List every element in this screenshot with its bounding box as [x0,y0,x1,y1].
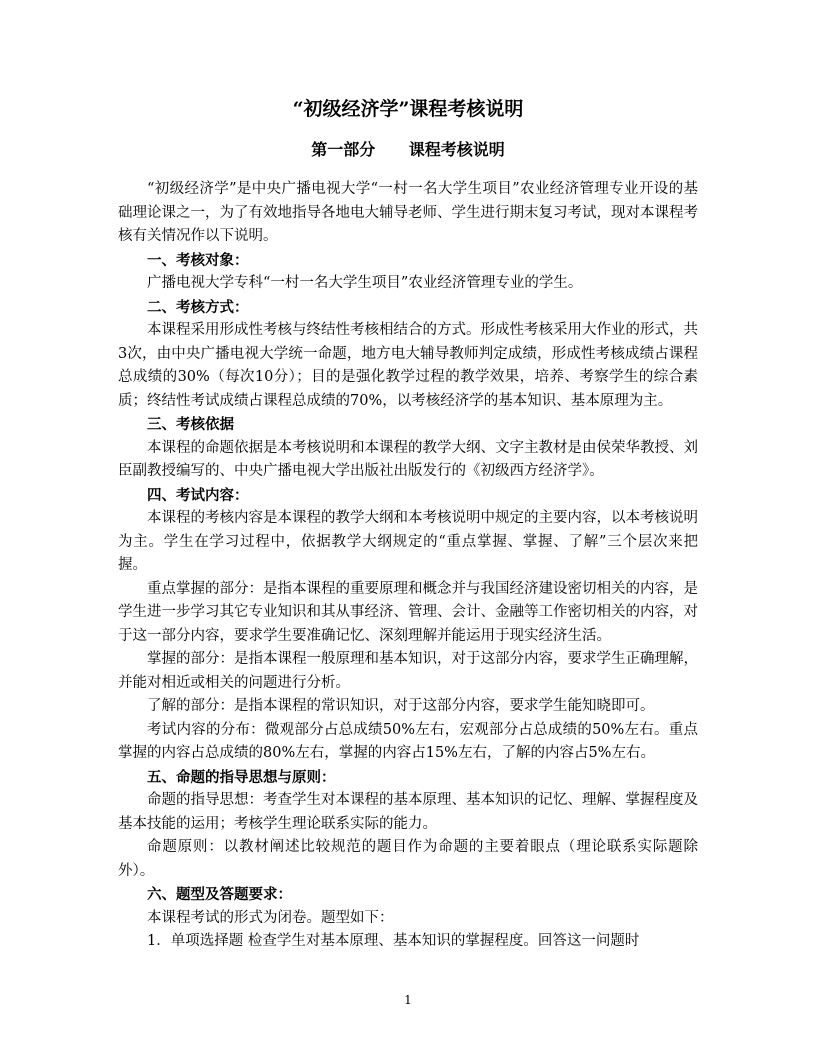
body-paragraph: 掌握的部分：是指本课程一般原理和基本知识，对于这部分内容，要求学生正确理解，并能对相近或相关的问题进行分析。 [118,651,698,691]
body-paragraph: 广播电视大学专科“一村一名大学生项目”农业经济管理专业的学生。 [147,275,583,291]
body-paragraph: 命题的指导思想：考查学生对本课程的基本原理、基本知识的记忆、理解、掌握程度及基本技能的运用；考核学生理论联系实际的能力。 [118,792,698,832]
section-heading: 一、考核对象： [147,251,249,269]
section-heading: 二、考核方式： [147,298,249,316]
body-paragraph: 了解的部分：是指本课程的常识知识，对于这部分内容，要求学生能知晓即可。 [147,698,655,714]
body-paragraph: 重点掌握的部分：是指本课程的重要原理和概念并与我国经济建设密切相关的内容，是学生进一步学习其它专业知识和其从事经济、管理、会计、金融等工作密切相关的内容，对于这一部分内容，要求学生要准确记忆、深刻理解并能运用于现实经济生活。 [118,580,698,644]
section-heading: 五、命题的指导思想与原则： [147,768,336,786]
document-title: “初级经济学”课程考核说明 [292,98,524,120]
body-paragraph: 本课程的命题依据是本考核说明和本课程的教学大纲、文字主教材是由侯荣华教授、刘臣副教授编写的、中央广播电视大学出版社出版发行的《初级西方经济学》。 [118,439,698,479]
page-number: 1 [404,993,412,1007]
section-subtitle: 第一部分 课程考核说明 [311,140,505,159]
section-heading: 六、题型及答题要求： [147,886,292,903]
body-paragraph: 命题原则：以教材阐述比较规范的题目作为命题的主要着眼点（理论联系实际题除外）。 [118,839,698,879]
section-heading: 三、考核依据 [147,416,234,433]
body-paragraph: 本课程采用形成性考核与终结性考核相结合的方式。形成性考核采用大作业的形式，共3次，由中央广播电视大学统一命题，地方电大辅导教师判定成绩，形成性考核成绩占课程总成绩的30%（每次10分）；目的是强化教学过程的教学效果，培养、考察学生的综合素质；终结性考试成绩占课程总成绩的70%，以考核经济学的基本知识、基本原理为主。 [118,322,698,409]
body-paragraph: 1．单项选择题 检查学生对基本原理、基本知识的掌握程度。回答这一问题时 [147,933,640,949]
body-paragraph: 考试内容的分布：微观部分占总成绩50%左右，宏观部分占总成绩的50%左右。重点掌握的内容占总成绩的80%左右，掌握的内容占15%左右，了解的内容占5%左右。 [118,721,698,761]
document-body [118,178,698,954]
body-paragraph: 本课程考试的形式为闭卷。题型如下： [147,909,394,926]
section-heading: 四、考试内容： [147,486,249,504]
body-paragraph: 本课程的考核内容是本课程的教学大纲和本考核说明中规定的主要内容，以本考核说明为主。学生在学习过程中，依据教学大纲规定的“重点掌握、掌握、了解”三个层次来把握。 [118,510,698,573]
body-paragraph: “初级经济学”是中央广播电视大学“一村一名大学生项目”农业经济管理专业开设的基础理论课之一，为了有效地指导各地电大辅导老师、学生进行期末复习考试，现对本课程考核有关情况作以下说明。 [118,181,698,244]
